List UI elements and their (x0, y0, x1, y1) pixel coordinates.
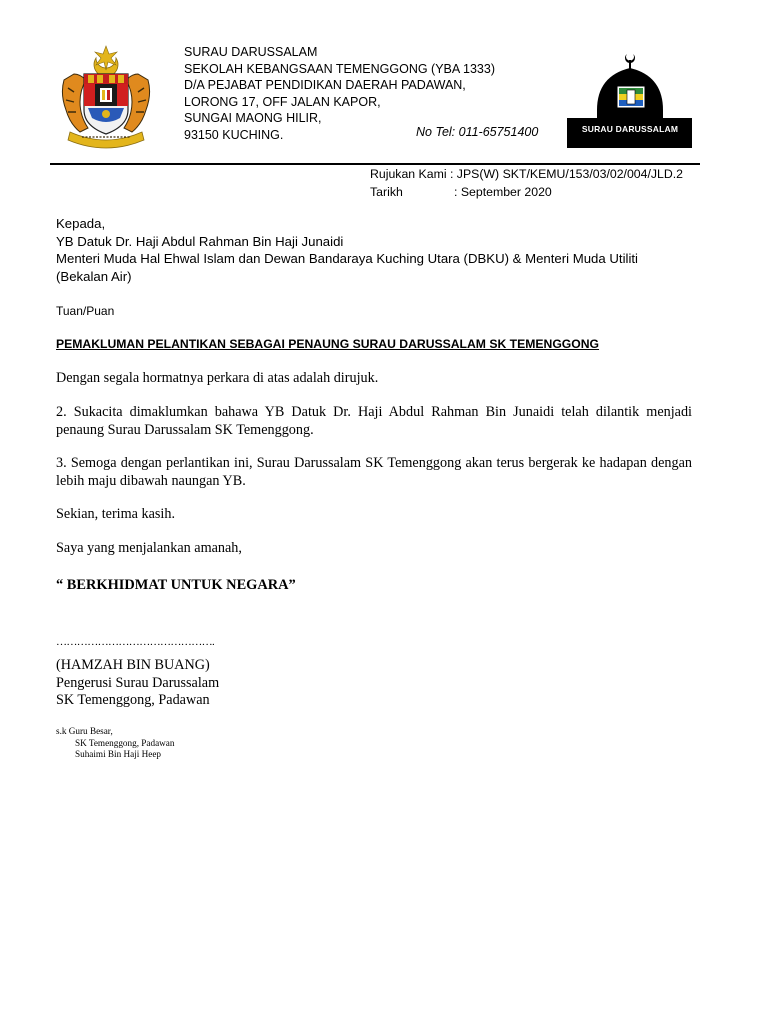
recipient-line: YB Datuk Dr. Haji Abdul Rahman Bin Haji Junaidi (56, 233, 344, 249)
signer-name: (HAMZAH BIN BUANG) (56, 657, 210, 673)
signature-line: ………………………………………. (56, 636, 215, 648)
letterhead-divider (50, 163, 700, 165)
reference-number: Rujukan Kami : JPS(W) SKT/KEMU/153/03/02/004/JLD.2 (370, 167, 684, 181)
closing-line: Saya yang menjalankan amanah, (56, 540, 242, 556)
address-line: D/A PEJABAT PENDIDIKAN DAERAH PADAWAN, (184, 78, 466, 93)
body-paragraph: Dengan segala hormatnya perkara di atas adalah dirujuk. (56, 370, 379, 386)
date-label: Tarikh (370, 184, 403, 199)
cc-line: s.k Guru Besar, (56, 726, 113, 736)
body-paragraph: 3. Semoga dengan perlantikan ini, Surau Darussalam SK Temenggong akan terus bergerak ke hadapan dengan lebih maju dibawah naungan YB. (56, 455, 692, 489)
recipient-line: Menteri Muda Hal Ehwal Islam dan Dewan Bandaraya Kuching Utara (DBKU) & Menteri Muda Utiliti (56, 251, 638, 267)
motto: “ BERKHIDMAT UNTUK NEGARA” (56, 577, 296, 593)
address-line: SUNGAI MAONG HILIR, (184, 111, 322, 126)
signer-title: Pengerusi Surau Darussalam (56, 674, 220, 691)
closing-line: Sekian, terima kasih. (56, 506, 175, 522)
recipient-line: (Bekalan Air) (56, 268, 132, 284)
address-line: SURAU DARUSSALAM (184, 45, 318, 59)
cc-line: SK Temenggong, Padawan (75, 737, 175, 748)
reference-block (370, 166, 683, 201)
address-line: 93150 KUCHING. (184, 127, 284, 142)
phone-number: No Tel: 011-65751400 (416, 125, 539, 139)
recipient-block (56, 215, 638, 285)
address-line: SEKOLAH KEBANGSAAN TEMENGGONG (YBA 1333) (184, 61, 495, 76)
salutation: Tuan/Puan (56, 304, 115, 318)
coat-of-arms-icon (56, 44, 156, 152)
recipient-line: Kepada, (56, 216, 106, 231)
copy-to-block (56, 726, 174, 761)
signer-block (56, 657, 219, 710)
cc-line: Suhaimi Bin Haji Heep (75, 749, 161, 760)
logo-label: SURAU DARUSSALAM (581, 124, 679, 134)
address-line: LORONG 17, OFF JALAN KAPOR, (184, 94, 381, 109)
letter-subject: PEMAKLUMAN PELANTIKAN SEBAGAI PENAUNG SURAU DARUSSALAM SK TEMENGGONG (56, 337, 600, 351)
signer-organization: SK Temenggong, Padawan (56, 692, 210, 709)
body-paragraph: 2. Sukacita dimaklumkan bahawa YB Datuk Dr. Haji Abdul Rahman Bin Junaidi telah dilantik menjadi penaung Surau Darussalam SK Temenggong. (56, 404, 692, 438)
date-value: : September 2020 (454, 184, 552, 199)
mosque-logo-icon (563, 48, 696, 150)
